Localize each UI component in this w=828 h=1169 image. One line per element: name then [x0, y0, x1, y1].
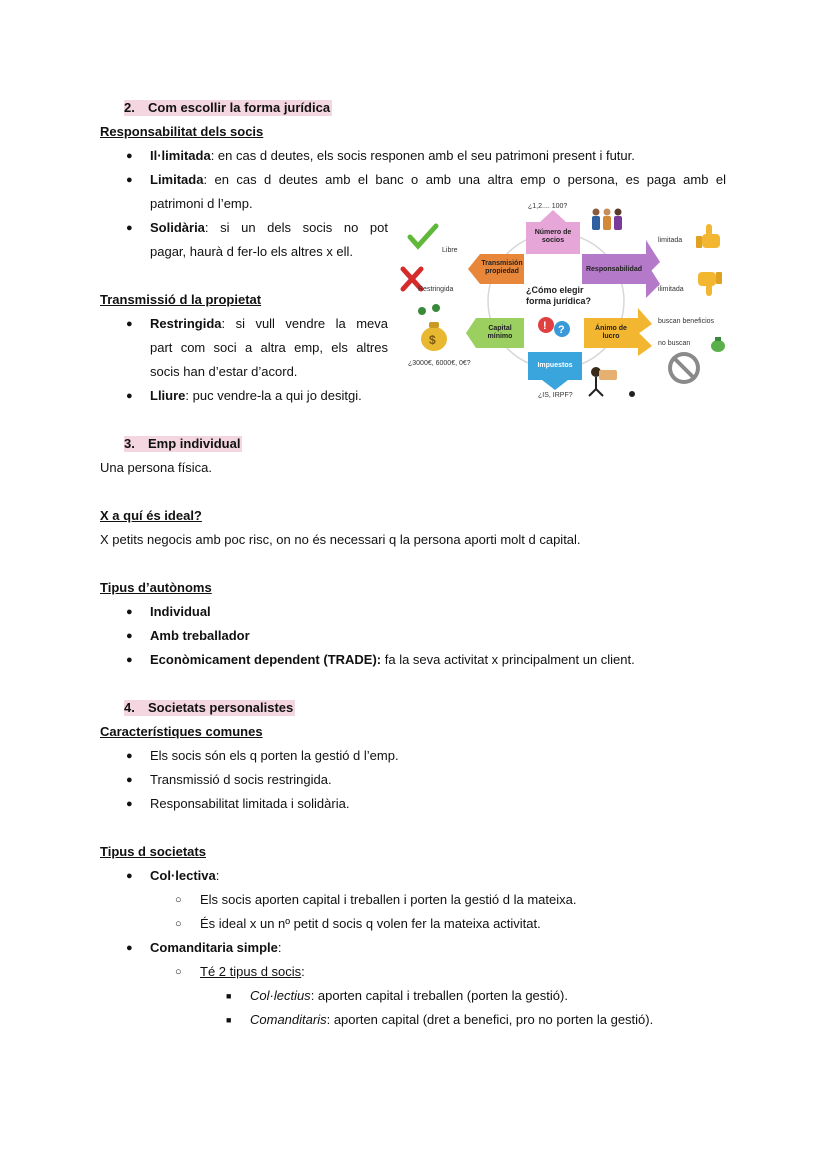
bullet: ● [126, 222, 133, 234]
box-numero-socios: Número de socios [534, 229, 572, 244]
businessman-icon [589, 367, 635, 397]
list-item-continuation: pagar, haurà d fer-lo els altres x ell. [150, 244, 354, 259]
square-bullet: ■ [226, 1015, 232, 1025]
bullet: ● [126, 390, 133, 402]
diagram-label: ¿3000€, 6000€, 0€? [408, 360, 471, 367]
subheading: X a quí és ideal? [100, 508, 202, 523]
circle-bullet: ○ [175, 894, 182, 906]
bullet: ● [126, 174, 133, 186]
bullet: ● [126, 318, 133, 330]
subheading: Transmissió d la propietat [100, 292, 262, 307]
list-item: Econòmicament dependent (TRADE): fa la seva activitat x principalment un client. [150, 652, 635, 667]
list-item: Transmissió d socis restringida. [150, 772, 332, 787]
paragraph: Una persona física. [100, 460, 213, 475]
square-bullet: ■ [226, 991, 232, 1001]
bullet: ● [126, 942, 133, 954]
bullet: ● [126, 150, 133, 162]
list-item-continuation: socis han d’estar d’acord. [150, 364, 298, 379]
section-number: 2. [124, 100, 135, 115]
subheading: Responsabilitat dels socis [100, 124, 264, 139]
sub-sub-list-item: Comanditaris: aporten capital (dret a benefici, pro no porten la gestió). [250, 1012, 654, 1027]
list-item: Amb treballador [150, 628, 250, 643]
circle-bullet: ○ [175, 918, 182, 930]
paragraph: X petits negocis amb poc risc, on no és necessari q la persona aporti molt d capital. [100, 532, 581, 547]
box-responsabilidad: Responsabilidad [585, 266, 642, 273]
list-item-continuation: part com soci a altra emp, els altres [150, 340, 388, 355]
bullet: ● [126, 774, 133, 786]
diagram-label: limitada [658, 237, 683, 244]
subheading: Característiques comunes [100, 724, 263, 739]
list-item: Restringida: si vull vendre la meva [150, 316, 388, 331]
subheading: Tipus d societats [100, 844, 206, 859]
box-transmision: Transmisión propiedad [481, 260, 523, 275]
box-animo-lucro: Ánimo de lucro [595, 325, 627, 340]
diagram-label: Libre [442, 247, 458, 254]
section-number: 4. [124, 700, 135, 715]
question-icons [538, 317, 570, 337]
list-item: Els socis són els q porten la gestió d l’emp. [150, 748, 399, 763]
svg-text:!: ! [543, 320, 547, 332]
list-item-continuation: patrimoni d l’emp. [150, 196, 253, 211]
box-impuestos: Impuestos [537, 362, 573, 369]
list-item: Solidària: si un dels socis no pot [150, 220, 388, 235]
list-item: Responsabilitat limitada i solidària. [150, 796, 350, 811]
diagram-label: ¿IS, IRPF? [538, 392, 573, 399]
list-item: Il·limitada: en cas d deutes, els socis responen amb el seu patrimoni present i futur. [150, 148, 635, 163]
list-item: Individual [150, 604, 211, 619]
small-money-bag-icon [711, 337, 725, 352]
list-item: Comanditaria simple: [150, 940, 282, 955]
diagram-label: ilimitada [658, 286, 684, 293]
sub-list-item: És ideal x un nº petit d socis q volen fer la mateixa activitat. [200, 916, 541, 931]
diagram-center-title: ¿Cómo elegir forma jurídica? [526, 285, 592, 306]
list-item: Lliure: puc vendre-la a qui jo desitgi. [150, 388, 362, 403]
bullet: ● [126, 606, 133, 618]
svg-text:$: $ [429, 333, 436, 347]
section-title: Com escollir la forma jurídica [148, 100, 331, 115]
money-bag-icon [418, 304, 447, 351]
sub-list-item: Té 2 tipus d socis: [200, 964, 305, 979]
bullet: ● [126, 654, 133, 666]
section-heading [124, 436, 242, 452]
thumbs-down-icon [698, 272, 722, 296]
circle-bullet: ○ [175, 966, 182, 978]
thumbs-up-icon [696, 224, 720, 248]
diagram-label: buscan beneficios [658, 318, 715, 325]
section-title: Emp individual [148, 436, 241, 451]
legal-form-diagram [396, 196, 732, 408]
section-heading [124, 700, 295, 716]
diagram-label: no buscan [658, 340, 691, 347]
diagram-label: Restringida [418, 286, 454, 293]
sub-list-item: Els socis aporten capital i treballen i porten la gestió d la mateixa. [200, 892, 577, 907]
no-sign-icon [668, 352, 700, 384]
people-icon [592, 209, 622, 231]
section-number: 3. [124, 436, 135, 451]
bullet: ● [126, 798, 133, 810]
svg-text:?: ? [558, 324, 565, 336]
bullet: ● [126, 870, 133, 882]
bullet: ● [126, 750, 133, 762]
section-heading [124, 100, 332, 116]
diagram-label: ¿1,2.... 100? [528, 203, 568, 210]
subheading: Tipus d’autònoms [100, 580, 212, 595]
section-title: Societats personalistes [148, 700, 294, 715]
bullet: ● [126, 630, 133, 642]
list-item: Limitada: en cas d deutes amb el banc o amb una altra emp o persona, es paga amb el [150, 172, 726, 187]
check-icon [410, 226, 436, 246]
list-item: Col·lectiva: [150, 868, 220, 883]
sub-sub-list-item: Col·lectius: aporten capital i treballen (porten la gestió). [250, 988, 568, 1003]
box-capital-minimo: Capital mínimo [487, 325, 513, 340]
